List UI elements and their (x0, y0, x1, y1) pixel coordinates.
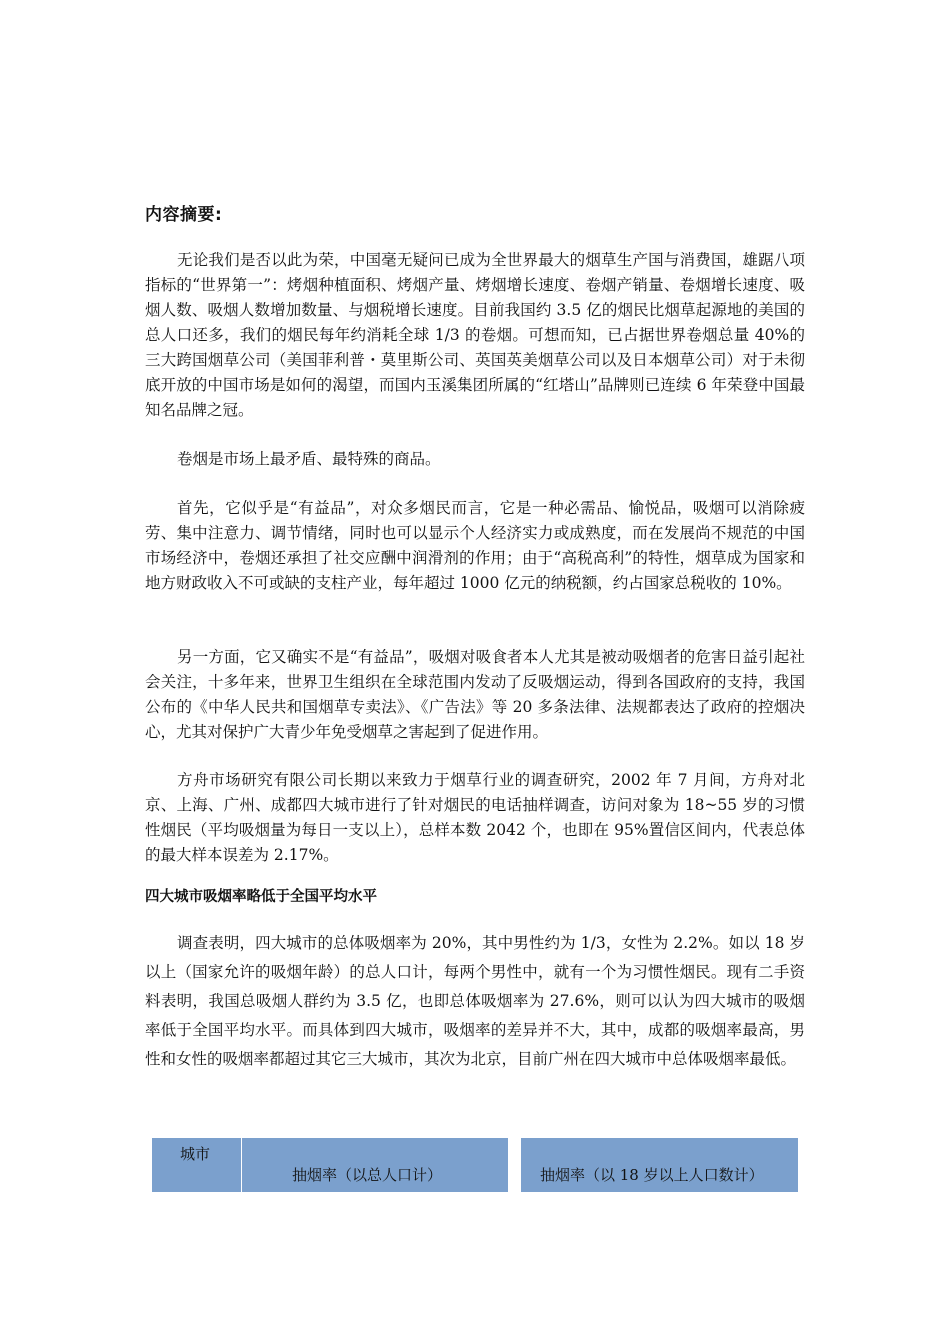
table-header-rate-adult-label: 抽烟率（以 18 岁以上人口数计） (540, 1166, 764, 1184)
table-header-rate-adult (521, 1138, 798, 1192)
table-header-city-label: 城市 (180, 1145, 211, 1163)
paragraph-benefit: 首先，它似乎是“有益品”，对众多烟民而言，它是一种必需品、愉悦品，吸烟可以消除疲劳、集中注意力、调节情绪，同时也可以显示个人经济实力或成熟度，而在发展尚不规范的中国市场经济中，卷烟还承担了社交应酬中润滑剂的作用；由于“高税高利”的特性，烟草成为国家和地方财政收入不可或缺的支柱产业，每年超过 1000 亿元的纳税额，约占国家总税收的 10%。 (145, 499, 805, 592)
summary-heading: 内容摘要: (145, 205, 223, 225)
paragraph-findings: 调查表明，四大城市的总体吸烟率为 20%，其中男性约为 1/3，女性为 2.2%。如以 18 岁以上（国家允许的吸烟年龄）的总人口计，每两个男性中，就有一个为习惯性烟民。现有二手资料表明，我国总吸烟人群约为 3.5 亿，也即总体吸烟率为 27.6%，则可以认为四大城市的吸烟率低于全国平均水平。而具体到四大城市，吸烟率的差异并不大，其中，成都的吸烟率最高，男性和女性的吸烟率都超过其它三大城市，其次为北京，目前广州在四大城市中总体吸烟率最低。 (145, 934, 805, 1068)
paragraph-intro: 无论我们是否以此为荣，中国毫无疑问已成为全世界最大的烟草生产国与消费国，雄踞八项指标的“世界第一”：烤烟种植面积、烤烟产量、烤烟增长速度、卷烟产销量、卷烟增长速度、吸烟人数、吸烟人数增加数量、与烟税增长速度。目前我国约 3.5 亿的烟民比烟草起源地的美国的总人口还多，我们的烟民每年约消耗全球 1/3 的卷烟。可想而知，已占据世界卷烟总量 40%的三大跨国烟草公司（美国菲利普・莫里斯公司、英国英美烟草公司以及日本烟草公司）对于未彻底开放的中国市场是如何的渴望，而国内玉溪集团所属的“红塔山”品牌则已连续 6 年荣登中国最知名品牌之冠。 (145, 251, 805, 419)
section-heading: 四大城市吸烟率略低于全国平均水平 (145, 889, 377, 905)
paragraph-survey: 方舟市场研究有限公司长期以来致力于烟草行业的调查研究，2002 年 7 月间，方舟对北京、上海、广州、成都四大城市进行了针对烟民的电话抽样调查，访问对象为 18~55 岁的习惯性烟民（平均吸烟量为每日一支以上），总样本数 2042 个，也即在 95%置信区间内，代表总体的最大样本误差为 2.17%。 (145, 771, 805, 864)
paragraph-harm: 另一方面，它又确实不是“有益品”，吸烟对吸食者本人尤其是被动吸烟者的危害日益引起社会关注，十多年来，世界卫生组织在全球范围内发动了反吸烟运动，得到各国政府的支持，我国公布的《中华人民共和国烟草专卖法》、《广告法》等 20 多条法律、法规都表达了政府的控烟决心，尤其对保护广大青少年免受烟草之害起到了促进作用。 (145, 648, 805, 741)
table-header-rate-total-label: 抽烟率（以总人口计） (292, 1166, 443, 1184)
table-header-city (152, 1138, 241, 1192)
paragraph-contradiction: 卷烟是市场上最矛盾、最特殊的商品。 (177, 450, 441, 468)
table-header-rate-total (242, 1138, 508, 1192)
